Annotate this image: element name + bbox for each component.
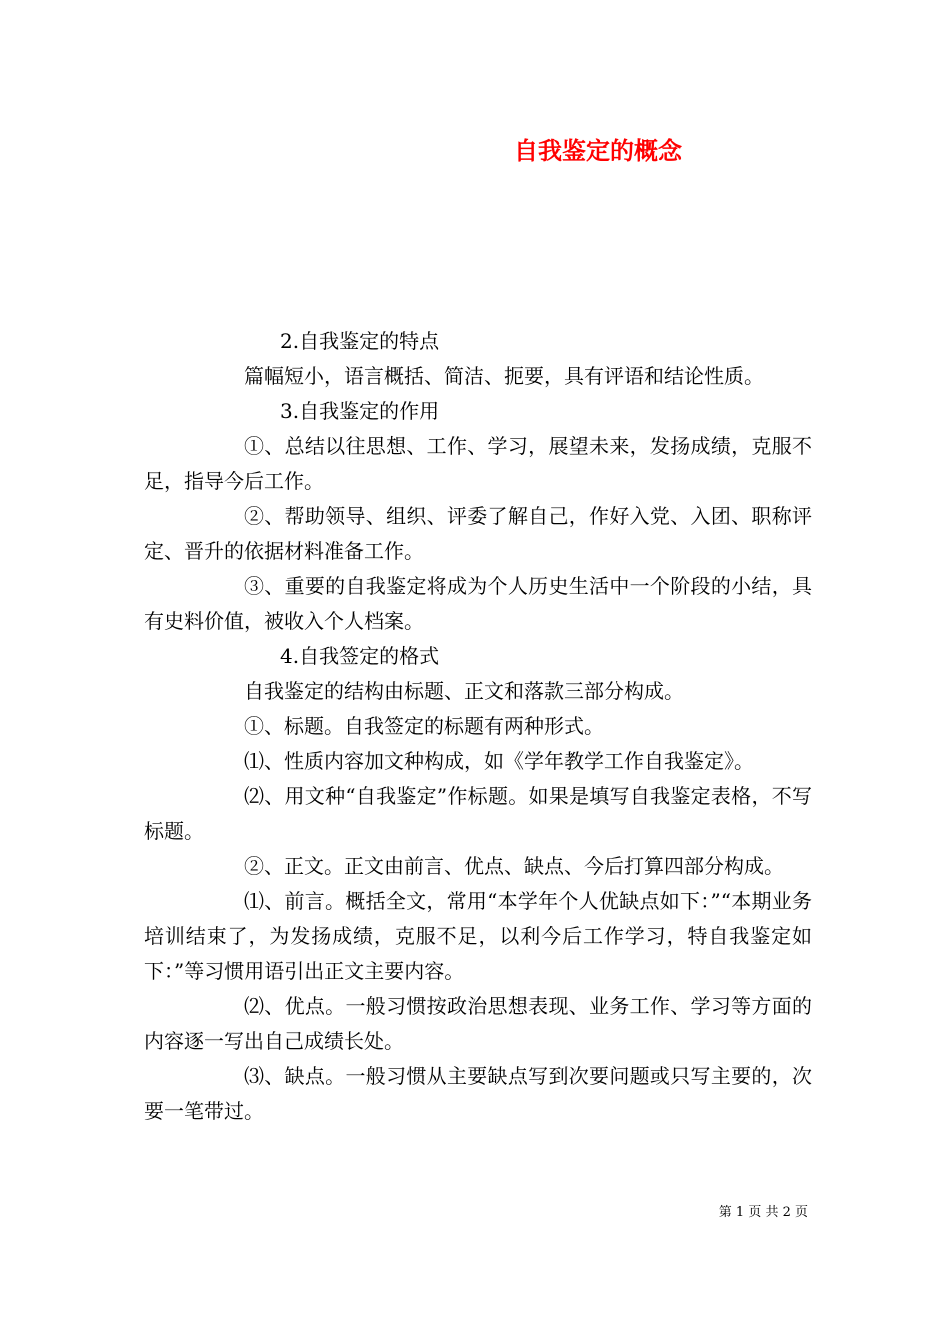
section-heading-features: 2.自我鉴定的特点 <box>280 329 440 353</box>
paragraph-structure: 自我鉴定的结构由标题、正文和落款三部分构成。 <box>244 679 684 703</box>
page-footer: 第 1 页 共 2 页 <box>718 1205 808 1220</box>
section-heading-functions: 3.自我鉴定的作用 <box>280 399 440 423</box>
paragraph-strengths: ⑵、优点。一般习惯按政治思想表现、业务工作、学习等方面的内容逐一写出自己成绩长处。 <box>144 994 812 1053</box>
paragraph-title-form-1: ⑴、性质内容加文种构成，如《学年教学工作自我鉴定》。 <box>244 749 754 773</box>
paragraph-function-2: ②、帮助领导、组织、评委了解自己，作好入党、入团、职称评定、晋升的依据材料准备工作。 <box>144 504 812 563</box>
paragraph-title-form-2: ⑵、用文种“自我鉴定”作标题。如果是填写自我鉴定表格，不写标题。 <box>144 784 812 843</box>
paragraph-title-forms: ①、标题。自我签定的标题有两种形式。 <box>244 714 604 738</box>
document-body <box>144 324 812 1129</box>
paragraph-features: 篇幅短小，语言概括、简洁、扼要，具有评语和结论性质。 <box>244 364 764 388</box>
paragraph-main-text: ②、正文。正文由前言、优点、缺点、今后打算四部分构成。 <box>244 854 784 878</box>
paragraph-preface: ⑴、前言。概括全文，常用“本学年个人优缺点如下：”“本期业务培训结束了，为发扬成绩，克服不足，以利今后工作学习，特自我鉴定如下：”等习惯用语引出正文主要内容。 <box>144 889 812 983</box>
paragraph-function-3: ③、重要的自我鉴定将成为个人历史生活中一个阶段的小结，具有史料价值，被收入个人档案。 <box>144 574 812 633</box>
paragraph-weaknesses: ⑶、缺点。一般习惯从主要缺点写到次要问题或只写主要的，次要一笔带过。 <box>144 1064 812 1123</box>
section-heading-format: 4.自我签定的格式 <box>280 644 440 668</box>
paragraph-function-1: ①、总结以往思想、工作、学习，展望未来，发扬成绩，克服不足，指导今后工作。 <box>144 434 812 493</box>
page-title: 自我鉴定的概念 <box>514 136 682 165</box>
